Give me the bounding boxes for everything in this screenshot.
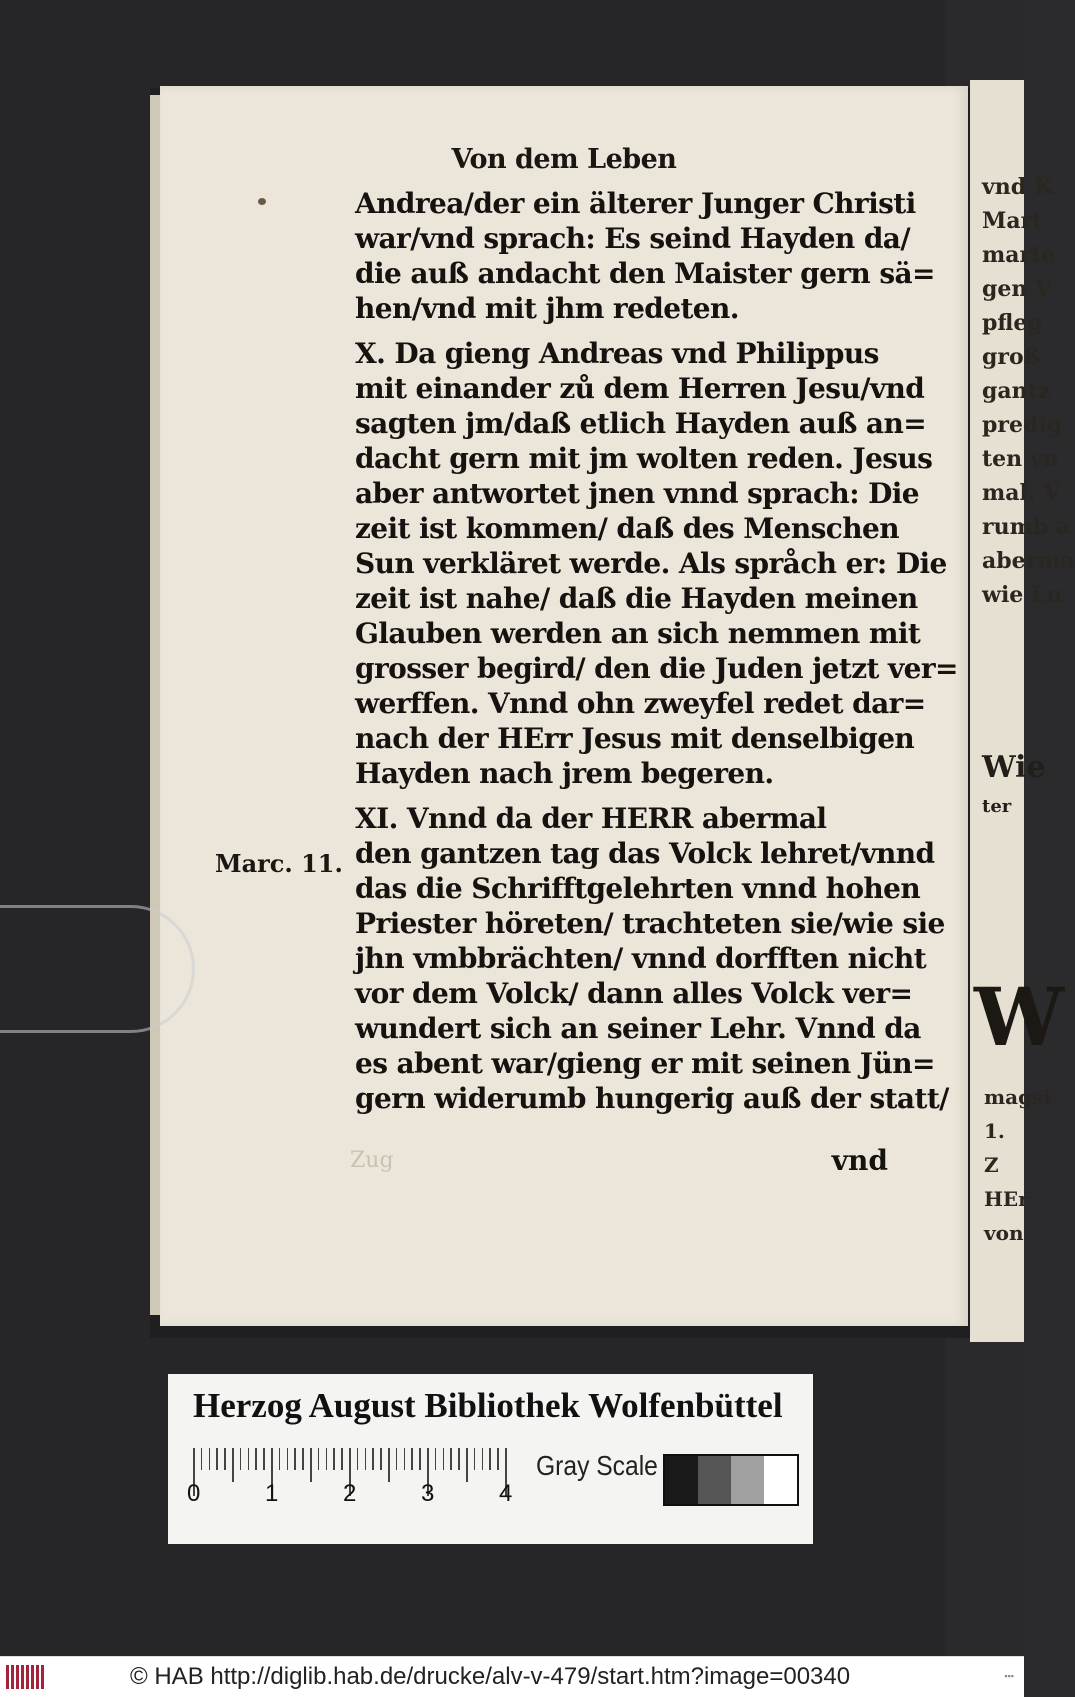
ruler-tick <box>458 1448 460 1470</box>
paragraph-gap <box>355 326 915 336</box>
ruler-tick <box>497 1448 499 1470</box>
ruler-tick <box>279 1448 281 1470</box>
text-line: aber antwortet jnen vnnd sprach: Die <box>355 477 920 510</box>
logo-bar <box>31 1665 34 1689</box>
text-line: grosser begird/ den die Juden jetzt ver= <box>355 652 958 685</box>
ruler-tick <box>450 1448 452 1470</box>
logo-bar <box>21 1665 24 1689</box>
facing-line: predig <box>982 412 1063 438</box>
ruler-tick <box>240 1448 242 1470</box>
facing-line: Mart <box>982 208 1043 234</box>
facing-line: aberma <box>982 548 1075 574</box>
paragraph-gap <box>355 791 915 801</box>
ruler-tick <box>380 1448 382 1470</box>
facing-line: magsi <box>984 1085 1051 1109</box>
ruler-number: 4 <box>499 1480 513 1507</box>
facing-line: HEr <box>984 1187 1029 1211</box>
facing-page-lines <box>982 170 1075 612</box>
text-line: den gantzen tag das Volck lehret/vnnd <box>355 837 935 870</box>
book-page <box>160 86 968 1326</box>
ruler-tick <box>443 1448 445 1470</box>
text-line: dacht gern mit jm wolten reden. Jesus <box>355 442 933 475</box>
ruler-tick <box>255 1448 257 1470</box>
text-line: zeit ist kommen/ daß des Menschen <box>355 512 899 545</box>
facing-line: gantz <box>982 378 1051 404</box>
ruler-tick <box>232 1448 234 1482</box>
gray-scale-label: Gray Scale <box>536 1450 658 1481</box>
facing-line: wie Lu <box>982 582 1063 608</box>
ruler-tick <box>411 1448 413 1470</box>
logo-bar <box>6 1665 9 1689</box>
ruler-tick <box>263 1448 265 1470</box>
facing-line: mal. V <box>982 480 1061 506</box>
gray-swatch <box>731 1456 764 1504</box>
text-line: gern widerumb hungerig auß der statt/ <box>355 1082 949 1115</box>
logo-bar <box>16 1665 19 1689</box>
text-line: vor dem Volck/ dann alles Volck ver= <box>355 977 913 1010</box>
footer-bar <box>0 1656 1024 1697</box>
facing-line: rumb a <box>982 514 1071 540</box>
gray-swatch <box>698 1456 731 1504</box>
text-line: X. Da gieng Andreas vnd Philippus <box>355 337 879 370</box>
text-line: das die Schrifftgelehrten vnnd hohen <box>355 872 921 905</box>
text-line: Andrea/der ein älterer Junger Christi <box>355 187 916 220</box>
facing-page-lower-lines <box>984 1080 1051 1250</box>
ruler-number: 1 <box>265 1480 279 1507</box>
text-line: Glauben werden an sich nemmen mit <box>355 617 921 650</box>
facing-line: 1. Z <box>984 1119 1005 1177</box>
text-line: jhn vmbbrächten/ vnnd dorfften nicht <box>355 942 927 975</box>
ruler-tick <box>302 1448 304 1470</box>
ruler-tick <box>482 1448 484 1470</box>
text-line: zeit ist nahe/ daß die Hayden meinen <box>355 582 918 615</box>
facing-page-heading <box>982 750 1046 820</box>
facing-initial: W <box>974 970 1064 1064</box>
ruler-tick <box>419 1448 421 1470</box>
text-line: es abent war/gieng er mit seinen Jün= <box>355 1047 935 1080</box>
ruler-tick <box>466 1448 468 1482</box>
text-line: hen/vnd mit jhm redeten. <box>355 292 739 325</box>
ruler-tick <box>435 1448 437 1470</box>
text-line: werffen. Vnnd ohn zweyfel redet dar= <box>355 687 926 720</box>
facing-subline: ter <box>982 796 1012 817</box>
catchword: vnd <box>831 1144 888 1177</box>
hab-logo-icon <box>6 1665 46 1689</box>
ruler-tick <box>333 1448 335 1470</box>
text-line: XI. Vnnd da der HERR abermal <box>355 802 827 835</box>
text-line: Sun verkläret werde. Als språch er: Die <box>355 547 947 580</box>
body-text <box>355 186 958 1116</box>
ruler-tick <box>310 1448 312 1482</box>
text-line: nach der HErr Jesus mit denselbigen <box>355 722 915 755</box>
ruler-tick <box>357 1448 359 1470</box>
ruler-number: 3 <box>421 1480 435 1507</box>
logo-bar <box>36 1665 39 1689</box>
facing-line: pfleg <box>982 310 1043 336</box>
margin-note: Marc. 11. <box>215 849 343 878</box>
ruler-tick <box>318 1448 320 1470</box>
facing-page-edge <box>970 80 1075 1342</box>
ruler-tick <box>209 1448 211 1470</box>
text-line: Hayden nach jrem begeren. <box>355 757 774 790</box>
ruler-tick <box>224 1448 226 1470</box>
ruler-tick <box>216 1448 218 1470</box>
facing-line: vnd K <box>982 174 1053 200</box>
gray-swatch <box>665 1456 698 1504</box>
facing-heading-text: Wie <box>982 750 1046 785</box>
ruler-tick <box>489 1448 491 1470</box>
copyright-url[interactable]: © HAB http://diglib.hab.de/drucke/alv-v-479/start.htm?image=00340 <box>130 1663 851 1690</box>
logo-bar <box>11 1665 14 1689</box>
text-line: Priester höreten/ trachteten sie/wie sie <box>355 907 945 940</box>
ruler-tick <box>326 1448 328 1470</box>
footer-dots: ▪▪▪ <box>1004 1671 1014 1681</box>
facing-line: groß <box>982 344 1041 370</box>
ruler-tick <box>341 1448 343 1470</box>
text-line: wundert sich an seiner Lehr. Vnnd da <box>355 1012 921 1045</box>
facing-line: marte <box>982 242 1056 268</box>
ruler-tick <box>248 1448 250 1470</box>
facing-line: von <box>984 1221 1024 1245</box>
ruler-tick <box>365 1448 367 1470</box>
library-name: Herzog August Bibliothek Wolfenbüttel <box>193 1386 783 1425</box>
ribbon-bookmark <box>0 905 195 1033</box>
text-line: mit einander zů dem Herren Jesu/vnd <box>355 372 925 405</box>
ruler-tick <box>388 1448 390 1482</box>
gray-swatches <box>663 1454 799 1506</box>
color-target-card <box>168 1374 813 1544</box>
ruler-tick <box>294 1448 296 1470</box>
ruler-number: 0 <box>187 1480 201 1507</box>
ruler-tick <box>396 1448 398 1470</box>
text-line: die auß andacht den Maister gern sä= <box>355 257 935 290</box>
ruler-tick <box>287 1448 289 1470</box>
ruler-tick <box>474 1448 476 1470</box>
facing-line: ten vn <box>982 446 1059 472</box>
ruler-tick <box>372 1448 374 1470</box>
logo-bar <box>26 1665 29 1689</box>
logo-bar <box>41 1665 44 1689</box>
facing-line: gen V <box>982 276 1053 302</box>
running-header: Von dem Leben <box>451 144 677 175</box>
ruler-tick <box>404 1448 406 1470</box>
show-through-mark: Zug <box>350 1148 394 1173</box>
text-line: war/vnd sprach: Es seind Hayden da/ <box>355 222 910 255</box>
paper-speck <box>258 198 266 205</box>
ruler-number: 2 <box>343 1480 357 1507</box>
text-line: sagten jm/daß etlich Hayden auß an= <box>355 407 927 440</box>
gray-swatch <box>764 1456 797 1504</box>
ruler-tick <box>201 1448 203 1470</box>
